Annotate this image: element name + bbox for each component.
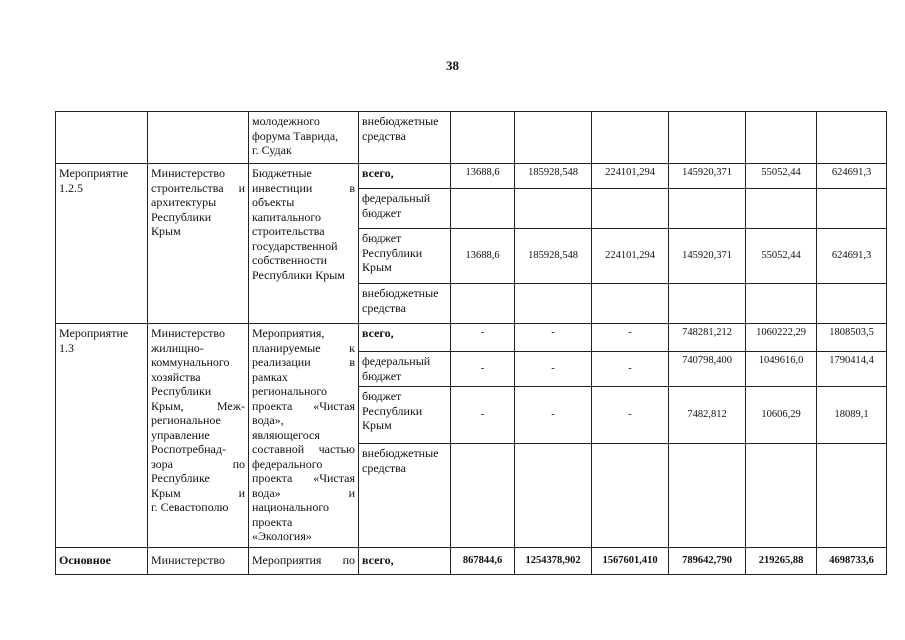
value-cell: 145920,371	[669, 164, 746, 189]
value-cell	[515, 189, 592, 229]
value-cell	[451, 284, 515, 324]
description-line: федерального	[252, 456, 323, 471]
value-cell: 789642,790	[669, 548, 746, 575]
funding-source-cell: внебюджетные средства	[359, 112, 451, 164]
description-cell	[249, 164, 359, 324]
value-cell: 867844,6	[451, 548, 515, 575]
description-line: Республики Крым	[252, 267, 345, 282]
funding-source-cell: внебюджетные средства	[359, 284, 451, 324]
description-line: вода» и	[252, 485, 355, 500]
description-line: регионального	[252, 384, 328, 398]
value-cell: 1060222,29	[746, 324, 817, 352]
value-cell: -	[515, 352, 592, 387]
table-row	[56, 548, 887, 575]
executor-line: Республики	[151, 384, 212, 398]
value-cell: 145920,371	[669, 229, 746, 284]
description-line: рамках	[252, 369, 288, 384]
executor-line: Министерство	[151, 166, 225, 180]
funding-source-cell: внебюджетные средства	[359, 444, 451, 548]
value-cell	[592, 444, 669, 548]
funding-source-cell: бюджет Республики Крым	[359, 229, 451, 284]
description-line: проекта «Чистая	[252, 398, 355, 413]
description-line: планируемые к	[252, 340, 355, 355]
value-cell: 55052,44	[746, 229, 817, 284]
value-cell	[515, 284, 592, 324]
value-cell: -	[592, 324, 669, 352]
description-line: Бюджетные	[252, 166, 312, 180]
description-line: составной частью	[252, 442, 355, 456]
value-cell: 624691,3	[817, 164, 887, 189]
budget-table	[55, 111, 887, 575]
value-cell	[817, 444, 887, 548]
value-cell: 1254378,902	[515, 548, 592, 575]
value-cell: 18089,1	[817, 387, 887, 444]
executor-line: Республики	[151, 209, 212, 224]
value-cell: 4698733,6	[817, 548, 887, 575]
funding-source-cell: федеральный бюджет	[359, 189, 451, 229]
funding-source-cell: всего,	[359, 548, 451, 575]
description-line: «Экология»	[252, 529, 312, 543]
description-cell	[249, 324, 359, 548]
measure-label: Мероприятие 1.2.5	[56, 164, 148, 324]
executor-line: зора по	[151, 456, 245, 471]
executor-line: Крым	[151, 224, 181, 238]
value-cell	[592, 284, 669, 324]
value-cell	[746, 444, 817, 548]
value-cell: 1790414,4	[817, 352, 887, 387]
measure-label: Основное	[56, 548, 148, 575]
value-cell: 185928,548	[515, 229, 592, 284]
description-line: вода»,	[252, 413, 284, 427]
value-cell	[451, 444, 515, 548]
value-cell: -	[451, 387, 515, 444]
table-row	[56, 164, 887, 189]
value-cell	[817, 189, 887, 229]
description-line: объекты	[252, 195, 295, 209]
description-line: реализации в	[252, 355, 355, 369]
executor-line: Республике	[151, 471, 210, 485]
funding-source-cell: всего,	[359, 164, 451, 189]
description-line: национального	[252, 500, 329, 514]
executor-cell	[148, 164, 249, 324]
value-cell	[451, 189, 515, 229]
description-cell: молодежного форума Таврида, г. Судак	[249, 112, 359, 164]
value-cell: 1567601,410	[592, 548, 669, 575]
value-cell: 748281,212	[669, 324, 746, 352]
value-cell: 10606,29	[746, 387, 817, 444]
description-line: инвестиции в	[252, 180, 355, 195]
executor-line: хозяйства	[151, 369, 201, 384]
executor-cell: Министерство	[148, 548, 249, 575]
value-cell: -	[451, 324, 515, 352]
description-cell: Мероприятия по	[249, 548, 359, 575]
description-line: проекта «Чистая	[252, 471, 355, 485]
executor-line: строительства и	[151, 180, 245, 195]
value-cell: 1808503,5	[817, 324, 887, 352]
measure-label: Мероприятие 1.3	[56, 324, 148, 548]
value-cell: 7482,812	[669, 387, 746, 444]
executor-line: г. Севастополю	[151, 500, 229, 514]
value-cell: 13688,6	[451, 229, 515, 284]
funding-source-cell: бюджет Республики Крым	[359, 387, 451, 444]
value-cell	[669, 284, 746, 324]
value-cell	[669, 189, 746, 229]
value-cell: 224101,294	[592, 229, 669, 284]
table-row	[56, 112, 887, 164]
value-cell	[592, 189, 669, 229]
executor-line: коммунального	[151, 355, 230, 369]
value-cell	[746, 284, 817, 324]
value-cell: -	[451, 352, 515, 387]
value-cell: 13688,6	[451, 164, 515, 189]
value-cell: -	[515, 324, 592, 352]
value-cell: -	[592, 387, 669, 444]
value-cell	[669, 444, 746, 548]
executor-cell	[148, 324, 249, 548]
description-line: Мероприятия,	[252, 326, 325, 340]
executor-line: жилищно-	[151, 340, 204, 355]
executor-line: Министерство	[151, 326, 225, 340]
value-cell	[515, 444, 592, 548]
value-cell: -	[515, 387, 592, 444]
executor-line: региональное	[151, 413, 221, 427]
executor-line: архитектуры	[151, 195, 217, 209]
funding-source-cell: федеральный бюджет	[359, 352, 451, 387]
table-row	[56, 324, 887, 352]
value-cell: -	[592, 352, 669, 387]
executor-line: управление	[151, 427, 210, 442]
value-cell: 1049616,0	[746, 352, 817, 387]
funding-source-cell: всего,	[359, 324, 451, 352]
page-number: 38	[446, 58, 459, 73]
executor-line: Крым, Меж-	[151, 398, 245, 413]
description-line: государственной	[252, 238, 338, 253]
description-line: являющегося	[252, 427, 320, 442]
value-cell: 624691,3	[817, 229, 887, 284]
value-cell	[817, 284, 887, 324]
value-cell: 219265,88	[746, 548, 817, 575]
description-line: проекта	[252, 514, 293, 529]
description-line: строительства	[252, 224, 325, 238]
description-line: капитального	[252, 209, 321, 224]
value-cell: 224101,294	[592, 164, 669, 189]
value-cell	[746, 189, 817, 229]
description-line: собственности	[252, 253, 328, 267]
executor-line: Крым и	[151, 485, 245, 500]
value-cell: 185928,548	[515, 164, 592, 189]
value-cell: 55052,44	[746, 164, 817, 189]
executor-line: Роспотребнад-	[151, 442, 226, 456]
value-cell: 740798,400	[669, 352, 746, 387]
